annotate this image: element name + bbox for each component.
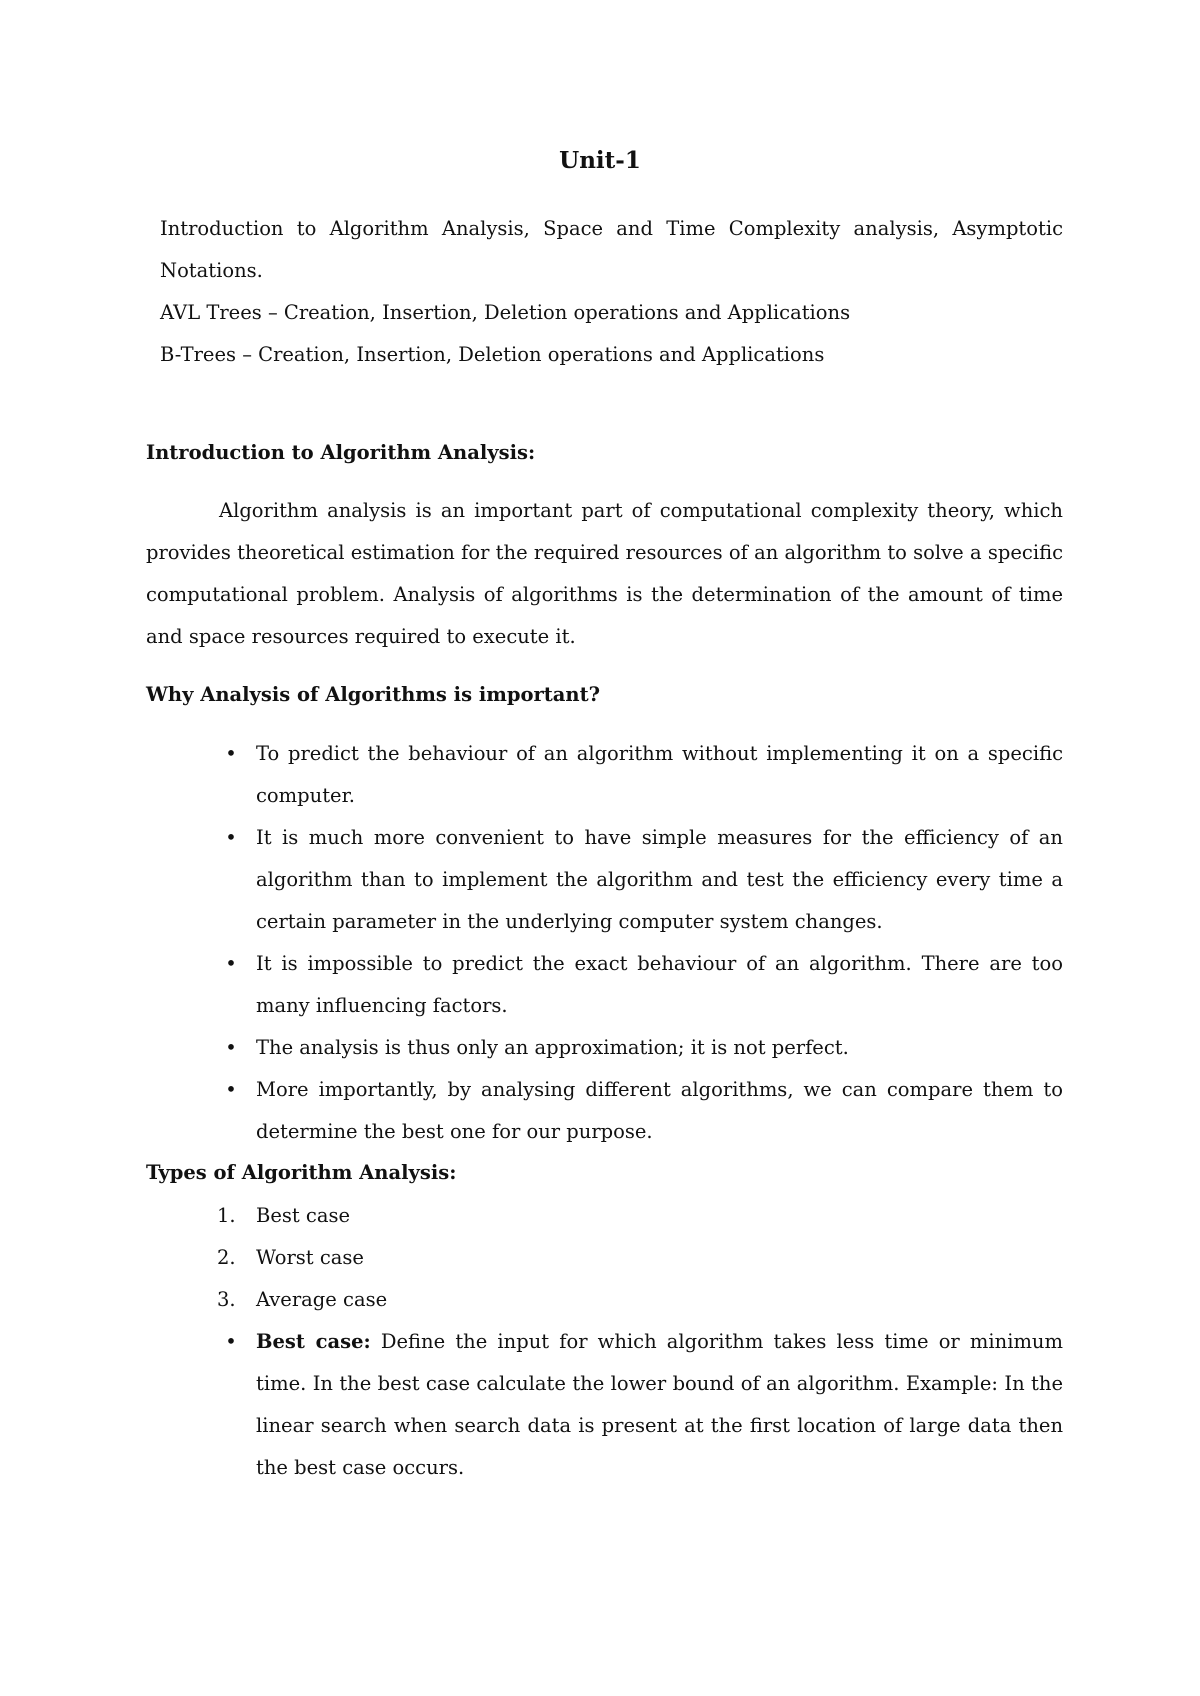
syllabus-line-3: B-Trees – Creation, Insertion, Deletion operations and Applications — [160, 343, 825, 366]
bullet-text: To predict the behaviour of an algorithm without implementing it on a specific computer. — [256, 742, 1063, 807]
bullet-text: The analysis is thus only an approximation; it is not perfect. — [256, 1036, 849, 1059]
list-item — [217, 1195, 1063, 1237]
bullet-icon: • — [225, 1330, 237, 1353]
list-item — [225, 733, 1063, 817]
list-text: Best case — [256, 1204, 351, 1227]
list-number: 3. — [217, 1288, 236, 1311]
list-item — [225, 943, 1063, 1027]
bullet-text: It is much more convenient to have simple measures for the efficiency of an algorithm than to implement the algorithm and test the efficiency every time a certain parameter in the underlying computer system changes. — [256, 826, 1063, 933]
bullet-icon: • — [225, 826, 237, 849]
bullet-icon: • — [225, 1036, 237, 1059]
bullet-icon: • — [225, 742, 237, 765]
list-item — [225, 1069, 1063, 1153]
bullet-icon: • — [225, 952, 237, 975]
intro-heading: Introduction to Algorithm Analysis: — [146, 441, 536, 464]
bullet-icon: • — [225, 1078, 237, 1101]
page-title: Unit-1 — [559, 147, 641, 174]
list-number: 1. — [217, 1204, 236, 1227]
list-item — [225, 1321, 1063, 1489]
types-heading: Types of Algorithm Analysis: — [146, 1161, 457, 1184]
why-heading: Why Analysis of Algorithms is important? — [146, 683, 601, 706]
syllabus-line-1: Introduction to Algorithm Analysis, Space and Time Complexity analysis, Asymptotic Notations. — [160, 217, 1063, 282]
bullet-text: More importantly, by analysing different algorithms, we can compare them to determine the best one for our purpose. — [256, 1078, 1063, 1143]
bullet-text: It is impossible to predict the exact behaviour of an algorithm. There are too many influencing factors. — [256, 952, 1063, 1017]
list-item — [217, 1279, 1063, 1321]
list-item — [217, 1237, 1063, 1279]
best-case-term: Best case: — [256, 1330, 371, 1353]
best-case-text: Define the input for which algorithm takes less time or minimum time. In the best case calculate the lower bound of an algorithm. Example: In the linear search when search data is present at the first location of large data then the best case occurs. — [256, 1330, 1063, 1479]
list-number: 2. — [217, 1246, 236, 1269]
list-item — [225, 1027, 1063, 1069]
why-bullet-list — [225, 733, 1063, 1153]
syllabus-block — [160, 208, 1063, 376]
list-item — [225, 817, 1063, 943]
types-numbered-list — [217, 1195, 1063, 1321]
list-text: Average case — [256, 1288, 388, 1311]
best-case-bullet-list — [225, 1321, 1063, 1489]
intro-paragraph: Algorithm analysis is an important part of computational complexity theory, which provides theoretical estimation for the required resources of an algorithm to solve a specific computational problem. Analysis of algorithms is the determination of the amount of time and space resources required to execute it. — [146, 499, 1063, 648]
list-text: Worst case — [256, 1246, 364, 1269]
syllabus-line-2: AVL Trees – Creation, Insertion, Deletion operations and Applications — [160, 301, 851, 324]
